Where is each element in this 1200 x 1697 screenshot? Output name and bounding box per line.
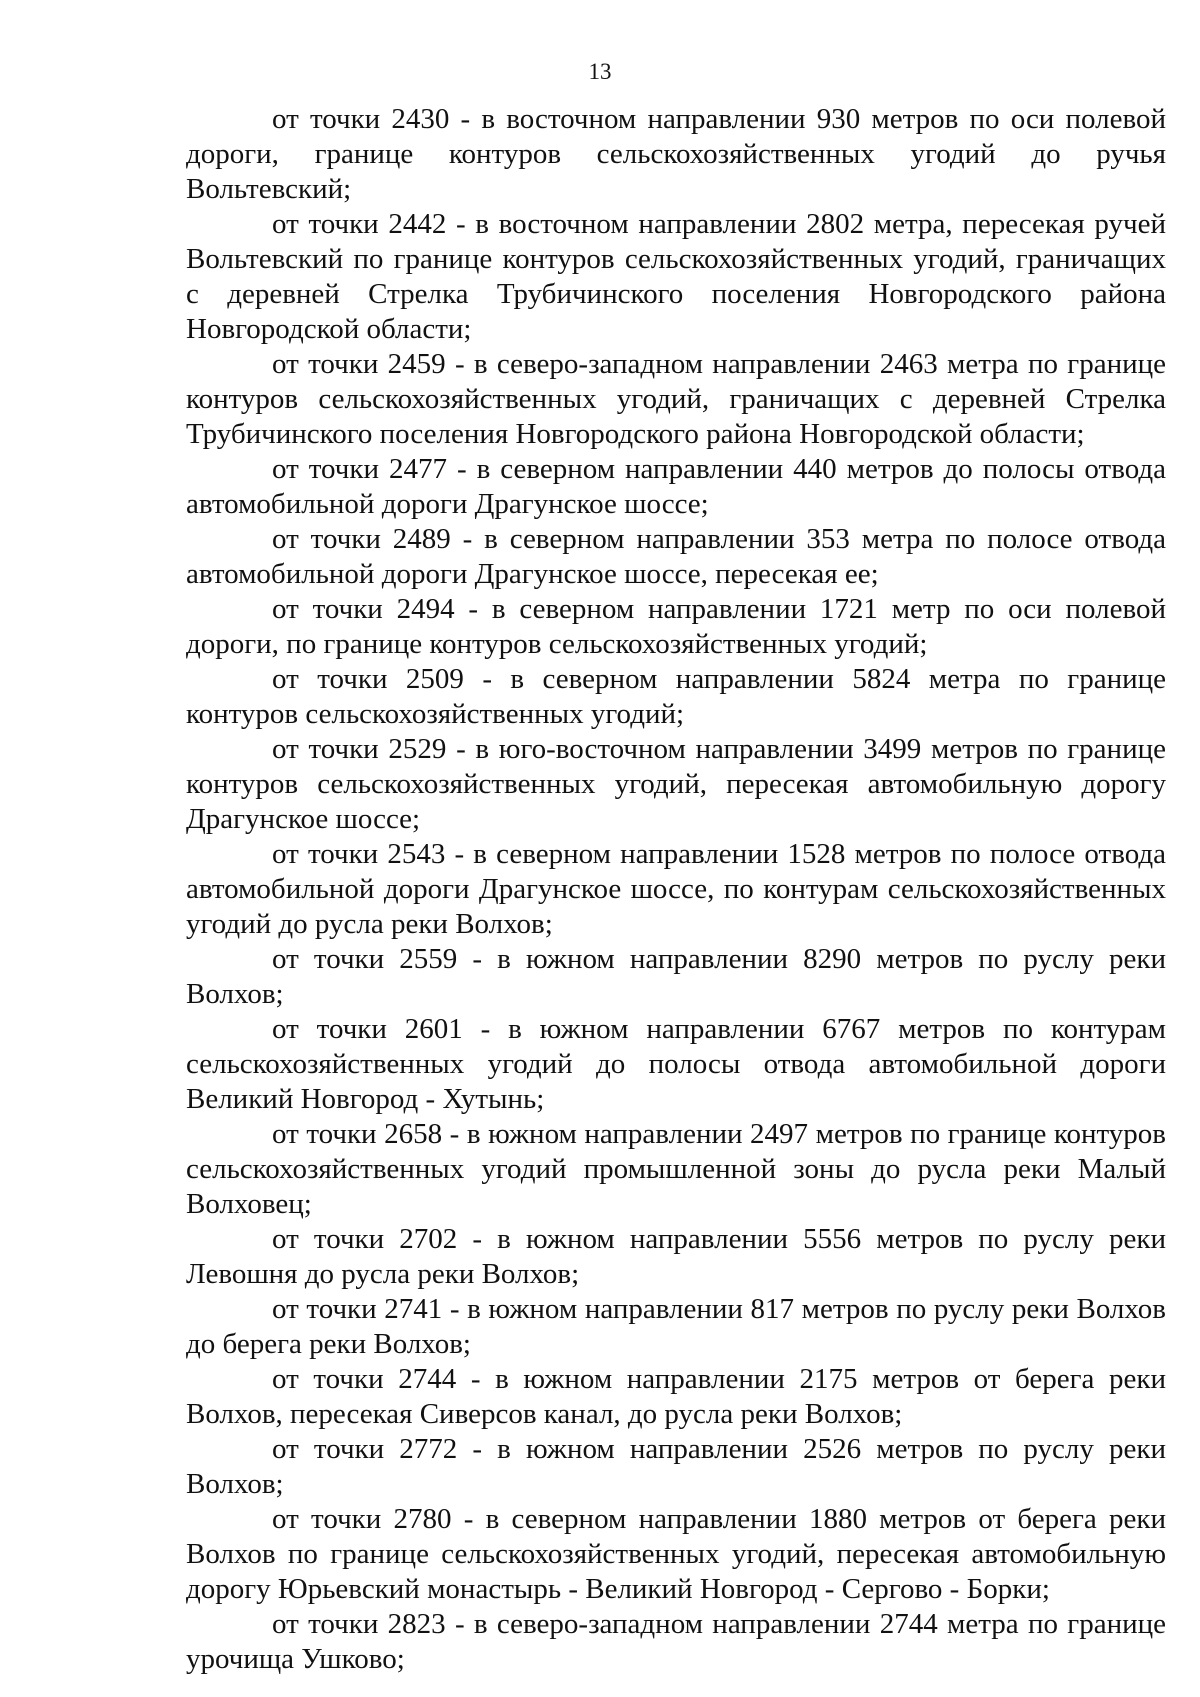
paragraph: от точки 2477 - в северном направлении 440 метров до полосы отвода автомобильной дороги Драгунское шоссе; <box>186 453 1166 520</box>
paragraph: от точки 2430 - в восточном направлении 930 метров по оси полевой дороги, границе контуров сельскохозяйственных угодий до ручья Вольтевский; <box>186 103 1166 205</box>
paragraph: от точки 2823 - в северо-западном направлении 2744 метра по границе урочища Ушково; <box>186 1608 1166 1675</box>
paragraph: от точки 2744 - в южном направлении 2175 метров от берега реки Волхов, пересекая Сиверсов канал, до русла реки Волхов; <box>186 1363 1166 1430</box>
paragraph: от точки 2494 - в северном направлении 1721 метр по оси полевой дороги, по границе контуров сельскохозяйственных угодий; <box>186 593 1166 660</box>
paragraph: от точки 2741 - в южном направлении 817 метров по руслу реки Волхов до берега реки Волхов; <box>186 1293 1166 1360</box>
paragraph: от точки 2658 - в южном направлении 2497 метров по границе контуров сельскохозяйственных угодий промышленной зоны до русла реки Малый Волховец; <box>186 1118 1166 1220</box>
paragraph: от точки 2601 - в южном направлении 6767 метров по контурам сельскохозяйственных угодий до полосы отвода автомобильной дороги Великий Новгород - Хутынь; <box>186 1013 1166 1115</box>
body-text <box>186 102 1166 1677</box>
paragraph: от точки 2459 - в северо-западном направлении 2463 метра по границе контуров сельскохозяйственных угодий, граничащих с деревней Стрелка Трубичинского поселения Новгородского района Новгородской области; <box>186 348 1166 450</box>
paragraph: от точки 2489 - в северном направлении 353 метра по полосе отвода автомобильной дороги Драгунское шоссе, пересекая ее; <box>186 523 1166 590</box>
paragraph: от точки 2442 - в восточном направлении 2802 метра, пересекая ручей Вольтевский по границе контуров сельскохозяйственных угодий, граничащих с деревней Стрелка Трубичинского поселения Новгородского района Новгородской области; <box>186 208 1166 345</box>
paragraph: от точки 2509 - в северном направлении 5824 метра по границе контуров сельскохозяйственных угодий; <box>186 663 1166 730</box>
page-number: 13 <box>588 59 612 84</box>
paragraph: от точки 2543 - в северном направлении 1528 метров по полосе отвода автомобильной дороги Драгунское шоссе, по контурам сельскохозяйственных угодий до русла реки Волхов; <box>186 838 1166 940</box>
paragraph: от точки 2559 - в южном направлении 8290 метров по руслу реки Волхов; <box>186 943 1166 1010</box>
paragraph: от точки 2772 - в южном направлении 2526 метров по руслу реки Волхов; <box>186 1433 1166 1500</box>
paragraph: от точки 2702 - в южном направлении 5556 метров по руслу реки Левошня до русла реки Волхов; <box>186 1223 1166 1290</box>
paragraph: от точки 2529 - в юго-восточном направлении 3499 метров по границе контуров сельскохозяйственных угодий, пересекая автомобильную дорогу Драгунское шоссе; <box>186 733 1166 835</box>
paragraph: от точки 2780 - в северном направлении 1880 метров от берега реки Волхов по границе сельскохозяйственных угодий, пересекая автомобильную дорогу Юрьевский монастырь - Великий Новгород - Сергово - Борки; <box>186 1503 1166 1605</box>
